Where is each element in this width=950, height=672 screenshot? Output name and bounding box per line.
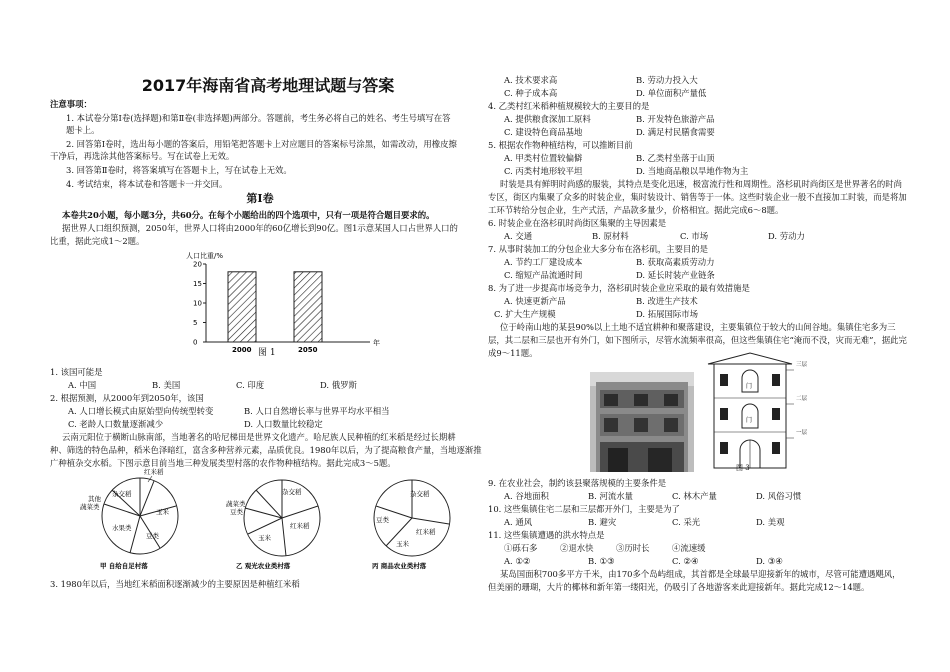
passage-3: 专区，街区内集聚了众多的时装企业，集时装设计、销售等于一体。这些时装企业一般不直接加工时装，而是将加 [488,192,907,202]
notice-heading: 注意事项： [50,99,92,109]
pie-label: 蔬菜类 [226,500,246,508]
option[interactable]: C. 印度 [236,380,265,390]
option[interactable]: C. 扩大生产规模 [494,309,556,319]
passage-4: 层，其二层和三层也开有外门，如下图所示，尽管水流频率很高，但这些集镇住宅“淹而不没，灾而无难”，据此完 [488,335,907,345]
option[interactable]: D. 满足村民膳食需要 [636,127,715,137]
question-7-options [504,256,768,268]
pie-label: 玉米 [396,540,409,548]
pie-caption: 甲 自给自足村落 [100,562,148,570]
question-2-options [68,418,420,430]
bar [228,272,256,342]
question-3-options [504,74,768,86]
question-7-options [504,269,768,281]
y-tick-label: 20 [193,260,202,269]
option[interactable]: B. 劳动力投入大 [636,75,698,85]
item: ①砾石多 [504,543,538,553]
question-1-options [68,379,404,391]
option[interactable]: B. 改进生产技术 [636,296,698,306]
option[interactable]: D. 单位面积产量低 [636,88,707,98]
passage-3: 工环节转给分包企业，生产式活，产品款多量少，价格相宜。据此完成6～8题。 [488,205,784,215]
pie-caption: 乙 观光农业类村落 [236,562,291,570]
option[interactable]: D. 当地商品粮以旱地作物为主 [636,166,749,176]
passage-4: 成9～11题。 [488,348,538,358]
option[interactable]: B. 河流水量 [588,491,633,501]
option[interactable]: A. ①② [504,556,531,566]
question-4-stem: 4. 乙类村红米稻种植规模较大的主要目的是 [488,101,650,111]
option[interactable]: A. 甲类村位置较偏僻 [504,153,583,163]
pie-yi [226,480,320,570]
item: ④流速缓 [672,543,706,553]
question-9-options [504,490,840,502]
option[interactable]: A. 节约工厂建设成本 [504,257,583,267]
y-axis-label: 人口比重/% [186,252,224,260]
pie-label: 杂交稻 [410,490,430,498]
notice-item: 干净后，再选涂其他答案标号。写在试卷上无效。 [50,151,235,161]
y-tick-label: 15 [193,280,202,288]
passage-2: 云南元阳位于横断山脉南部，当地著名的哈尼梯田是世界文化遗产。哈尼族人民种植的红米稻是经过长期耕 [62,432,456,442]
option[interactable]: D. 人口数量比较稳定 [244,419,323,429]
option[interactable]: D. 劳动力 [768,231,805,241]
option[interactable]: C. 市场 [680,231,709,241]
question-6-options [504,230,856,242]
pie-charts [50,466,470,576]
passage-1: 比重，据此完成1～2题。 [50,236,145,246]
option[interactable]: D. 风俗习惯 [756,491,802,501]
pie-jia [80,467,178,570]
option[interactable]: C. 种子成本高 [504,88,558,98]
question-8-stem: 8. 为了进一步提高市场竞争力，洛杉矶时装企业应采取的最有效措施是 [488,283,750,293]
question-8-options [504,295,768,307]
door-label: 门 [746,383,753,390]
question-1-stem: 1. 该国可能是 [50,367,103,377]
question-6-stem: 6. 时装企业在洛杉矶时尚街区集聚的主导因素是 [488,218,667,228]
option[interactable]: B. 避灾 [588,517,617,527]
option[interactable]: A. 快速更新产品 [504,296,566,306]
pie-label: 杂交稻 [112,490,132,498]
option[interactable]: C. 老龄人口数量逐渐减少 [68,419,164,429]
option[interactable]: D. ③④ [756,556,783,566]
option[interactable]: A. 人口增长模式由原始型向传统型转变 [68,406,214,416]
instruction: 本卷共20小题，每小题3分，共60分。在每个小题给出的四个选项中，只有一项是符合题目要求的。 [62,210,435,220]
figure-3-house-diagram [700,350,800,475]
passage-4: 位于岭南山地的某县90%以上土地不适宜耕种和聚落建设，主要集镇位于较大的山间谷地。集镇住宅多为三 [500,322,896,332]
figure-1-caption: 图 1 [258,348,276,358]
pie-label: 玉米 [258,534,271,542]
option[interactable]: B. 美国 [152,380,181,390]
passage-3: 时装是具有鲜明时尚感的服装，其特点是变化迅速，极富流行性和周期性。洛杉矶时尚街区是世界著名的时尚 [500,179,902,189]
pie-label: 红米稻 [416,528,436,536]
y-tick-label: 10 [193,299,202,308]
option[interactable]: D. 延长时装产业链条 [636,270,715,280]
option[interactable]: B. 原材料 [592,231,629,241]
item: ③历时长 [616,543,650,553]
option[interactable]: A. 谷地面积 [504,491,549,501]
figure-1-bar-chart [170,242,390,367]
question-11-options [504,555,840,567]
option[interactable]: A. 通风 [504,517,533,527]
option[interactable]: C. ②④ [672,556,699,566]
question-2-options [68,405,420,417]
building-photo [590,372,694,472]
option[interactable]: C. 建设特色商品基地 [504,127,583,137]
question-10-stem: 10. 这些集镇住宅二层和三层都开外门，主要是为了 [488,504,680,514]
question-7-stem: 7. 从事时装加工的分包企业大多分布在洛杉矶，主要目的是 [488,244,709,254]
question-5-options [504,165,796,177]
x-tick-label: 2050 [298,346,318,354]
question-3-options [504,87,768,99]
pie-label: 豆类 [376,516,389,524]
option[interactable]: A. 技术要求高 [504,75,558,85]
question-4-options [504,113,768,125]
pie-label: 豆类 [146,532,159,540]
notice-item: 3. 回答第Ⅱ卷时，将答案填写在答题卡上，写在试卷上无效。 [66,165,292,175]
page-title: 2017年海南省高考地理试题与答案 [141,76,395,95]
option[interactable]: A. 中国 [68,380,97,390]
question-11-items [504,542,728,554]
notice-item: 题卡上。 [66,125,100,135]
option[interactable]: B. 获取高素质劳动力 [636,257,715,267]
pie-label: 杂交稻 [282,488,302,496]
passage-1: 据世界人口组织预测，2050年，世界人口将由2000年的60亿增长到90亿。图1示意某国人口占世界人口的 [62,223,458,233]
pie-label: 水果类 [112,524,132,532]
floor-label: 二层 [796,396,808,402]
option[interactable]: D. 俄罗斯 [320,380,357,390]
question-8-options [494,308,768,320]
floor-label: 一层 [796,430,808,436]
passage-5: 某岛国面积700多平方千米，由170多个岛屿组成，其首都是全球最早迎接新年的城市，尽管可能遭遇飓风， [500,569,901,579]
y-tick-label: 5 [193,319,198,327]
option[interactable]: C. 林木产量 [672,491,717,501]
notice-item: 1. 本试卷分第Ⅰ卷(选择题)和第Ⅱ卷(非选择题)两部分。答题前，考生务必将自己的姓名、考生号填写在答 [66,113,451,123]
option[interactable]: D. 拓展国际市场 [636,309,698,319]
question-5-stem: 5. 根据农作物种植结构，可以推断目前 [488,140,633,150]
option[interactable]: C. 采光 [672,517,701,527]
question-4-options [504,126,768,138]
y-tick-label: 0 [193,338,198,347]
pie-caption: 丙 商品农业类村落 [372,562,427,570]
pie-label: 蔬菜类 [80,503,100,511]
option[interactable]: B. 乙类村坐落于山顶 [636,153,715,163]
option[interactable]: A. 交通 [504,231,533,241]
section-heading: 第Ⅰ卷 [246,192,274,205]
question-5-options [504,152,768,164]
question-3-stem: 3. 1980年以后，当地红米稻面积逐渐减少的主要原因是种植红米稻 [50,579,300,589]
question-9-stem: 9. 在农业社会，制约该县聚落规模的主要条件是 [488,478,667,488]
passage-2: 广种植杂交水稻。下图示意目前当地三种发展类型村落的农作物种植结构。据此完成3～5题。 [50,458,396,468]
notice-item: 4. 考试结束，将本试卷和答题卡一并交回。 [66,179,228,189]
pie-label: 豆类 [230,508,243,516]
question-10-options [504,516,840,528]
question-2-stem: 2. 根据预测，从2000年到2050年，该国 [50,393,204,403]
floor-label: 三层 [796,362,808,368]
pie-bing [372,480,450,570]
pie-label: 其他 [88,495,101,503]
option[interactable]: C. 丙类村地形较平坦 [504,166,583,176]
passage-2: 种、筛选的特色品种，稻米色泽暗红，富含多种营养元素，品质优良。1980年以后，为了提高粮食产量，当地逐渐推 [50,445,482,455]
option[interactable]: C. 缩短产品流通时间 [504,270,583,280]
option[interactable]: A. 提供粮食深加工原料 [504,114,591,124]
pie-label: 红米稻 [290,522,310,530]
question-11-stem: 11. 这些集镇遭遇的洪水特点是 [488,530,605,540]
notice-item: 2. 回答第Ⅰ卷时，选出每小题的答案后，用铅笔把答题卡上对应题目的答案标号涂黑，如需改动，用橡皮擦 [66,139,457,149]
pie-label: 红米稻 [144,468,164,476]
option[interactable]: B. ①③ [588,556,615,566]
option[interactable]: D. 美观 [756,517,785,527]
item: ②退水快 [560,543,594,553]
option[interactable]: B. 开发特色旅游产品 [636,114,715,124]
pie-label: 玉米 [156,508,169,516]
passage-5: 但美丽的珊瑚，大片的椰林和新年第一缕阳光，仍吸引了各地游客来此迎接新年。据此完成12～14题。 [488,582,870,592]
door-label: 门 [746,417,753,424]
bar [294,272,322,342]
x-tick-label: 2000 [232,346,252,354]
x-axis-label: 年 [373,339,380,347]
option[interactable]: B. 人口自然增长率与世界平均水平相当 [244,406,390,416]
figure-3-caption: 图 3 [736,464,750,472]
